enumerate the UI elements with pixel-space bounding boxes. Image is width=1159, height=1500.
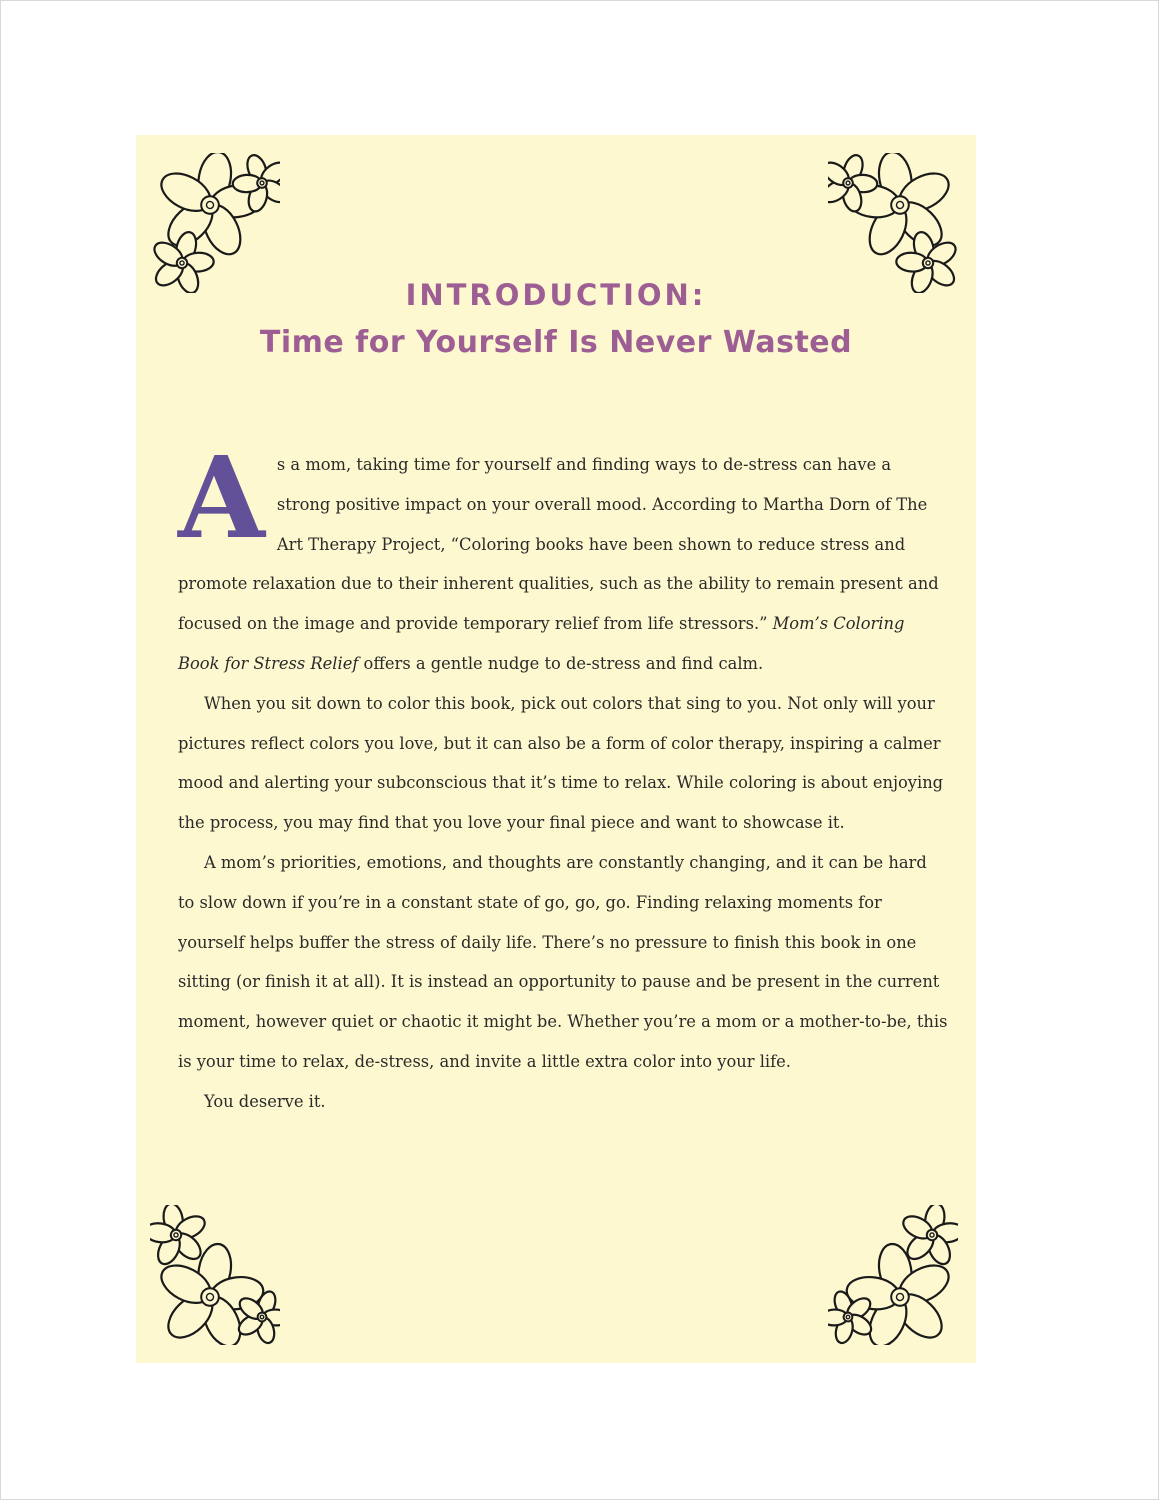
flower-cluster-icon	[828, 153, 958, 293]
heading-introduction: INTRODUCTION:	[405, 278, 707, 312]
paragraph-1	[178, 433, 948, 684]
paragraph-3: A mom’s priorities, emotions, and thoughts are constantly changing, and it can be hard to slow down if you’re in a constant state of go, go, go. Finding relaxing moments for yourself helps buffer the stress of daily life. There’s no pressure to finish this book in one sitting (or finish it at all). It is instead an opportunity to pause and be present in the current moment, however quiet or chaotic it might be. Whether you’re a mom or a mother-to-be, this is your time to relax, de-stress, and invite a little extra color into your life.	[178, 852, 948, 1071]
flower-cluster-icon	[150, 153, 280, 293]
drop-cap: A	[178, 433, 265, 564]
page-panel	[136, 135, 976, 1363]
paragraph-4: You deserve it.	[204, 1091, 326, 1111]
paragraph-2: When you sit down to color this book, pick out colors that sing to you. Not only will your pictures reflect colors you love, but it can also be a form of color therapy, inspiring a calmer mood and alerting your subconscious that it’s time to relax. While coloring is about enjoying the process, you may find that you love your final piece and want to showcase it.	[178, 693, 944, 833]
paragraph-1-text: s a mom, taking time for yourself and finding ways to de-stress can have a strong positive impact on your overall mood. According to Martha Dorn of The Art Therapy Project, “Coloring books have been shown to reduce stress and promote relaxation due to their inherent qualities, such as the ability to remain present and focused on the image and provide temporary relief from life stressors.”	[178, 455, 939, 634]
heading-subtitle: Time for Yourself Is Never Wasted	[259, 325, 853, 360]
flower-cluster-icon	[150, 1205, 280, 1345]
body-text	[178, 433, 948, 1122]
paragraph-1-end: offers a gentle nudge to de-stress and find calm.	[358, 653, 764, 673]
book-title: Mom’s Coloring Book for Stress Relief	[178, 614, 905, 673]
flower-cluster-icon	[828, 1205, 958, 1345]
